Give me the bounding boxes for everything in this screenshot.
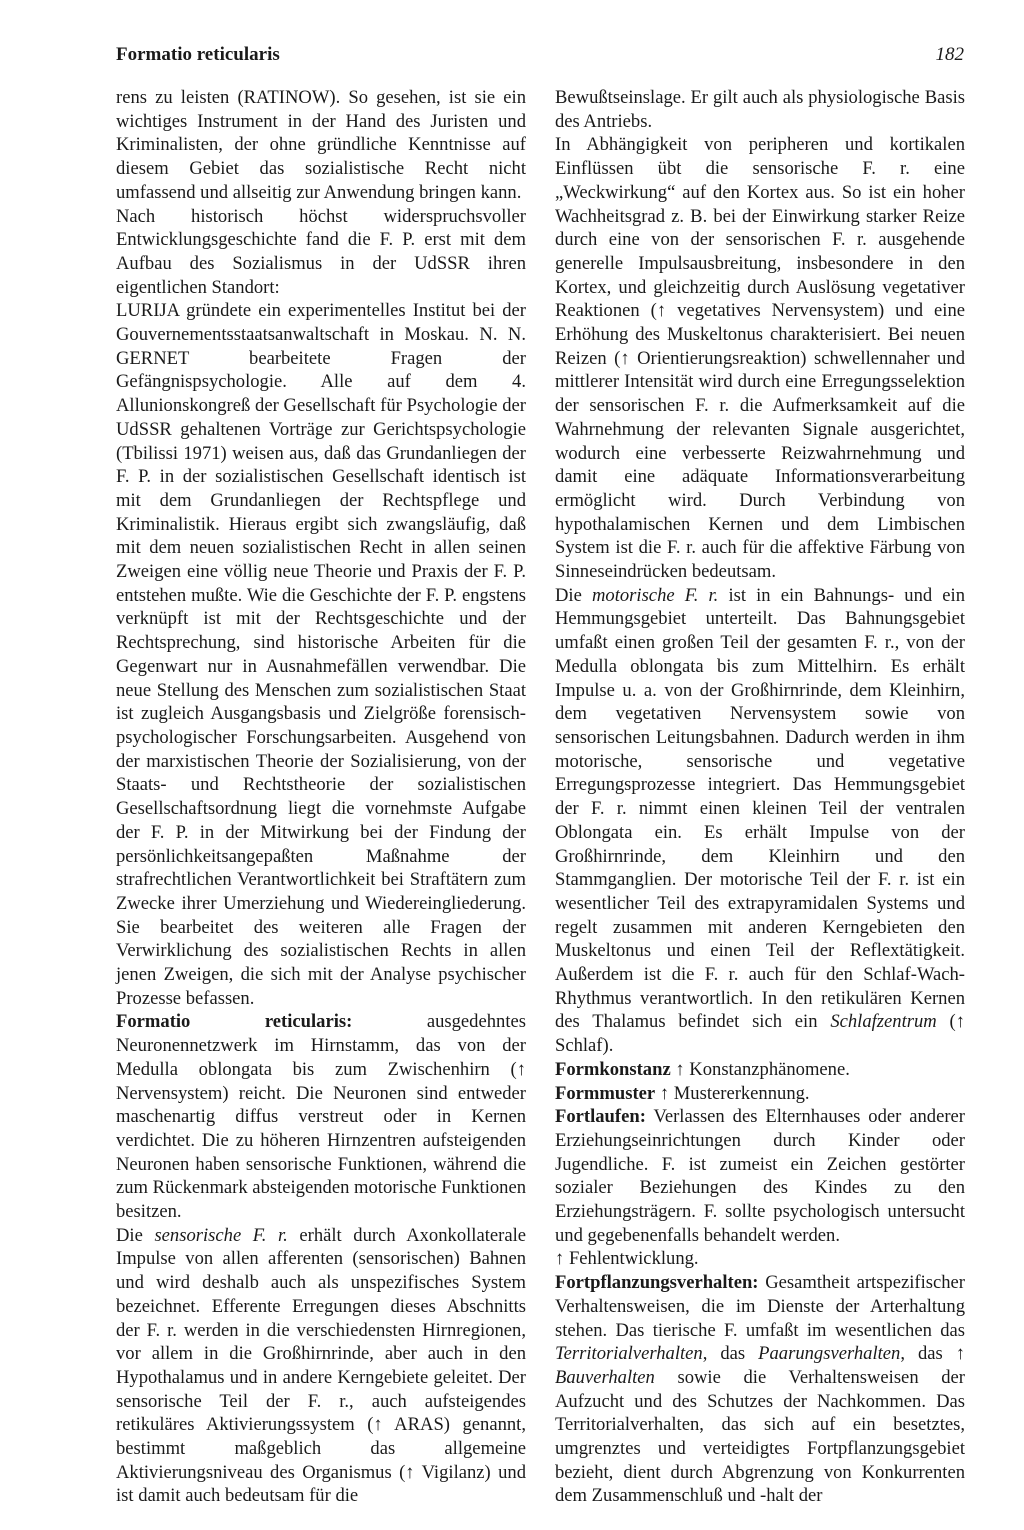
entry-definition: ausgedehntes Neuronennetzwerk im Hirnstamm, das von der Medulla oblongata bis zum Zwischenhirn (↑ Nervensystem) reicht. Die Neuronen sind entweder maschenartig diffus verstreut oder in Kernen verdichtet. Die zu höheren Hirnzentren aufsteigenden Neuronen haben sensorische Funktionen, während die zum Rückenmark absteigenden motorische Funktionen besitzen. [116, 1011, 526, 1223]
paragraph-weckwirkung [555, 133, 965, 583]
paragraph-text: Nach historisch höchst widerspruchsvoller Entwicklungsgeschichte fand die F. P. erst mit dem Aufbau des Sozialismus in der UdSSR ihren eigentlichen Standort: [116, 205, 526, 298]
entry-fortpflanzungsverhalten [555, 1271, 965, 1508]
paragraph-text: LURIJA gründete ein experimentelles Institut bei der Gouvernementsstaatsanwaltschaft in Moskau. N. N. GERNET bearbeitete Fragen der Gefängnispsychologie. Alle auf dem 4. Allunionskongreß der Gesellschaft für Psychologie der UdSSR gehaltenen Vorträge zur Gerichtspsychologie (Tbilissi 1971) weisen aus, daß das Grundanliegen der F. P. in der sozialistischen Gesellschaft identisch ist mit dem Grundanliegen der Rechtspflege und Kriminalistik. Hieraus ergibt sich zwangsläufig, daß mit dem neuen sozialistischen Recht in allen seinen Zweigen eine völlig neue Theorie und Praxis der F. P. entstehen mußte. Wie die Geschichte der F. P. engstens verknüpft ist mit der Rechtsgeschichte und der Rechtsprechung, sind historische Arbeiten für die Gegenwart nur in Ausnahmefällen verwendbar. Die neue Stellung des Menschen zum sozialistischen Staat ist zugleich Ausgangsbasis und Zielgröße forensisch-psychologischer Forschungsarbeiten. Ausgehend von der marxistischen Theorie der Sozialisierung, von der Staats- und Rechtstheorie der sozialistischen Gesellschaftsordnung liegt die vornehmste Aufgabe der F. P. in der Mitwirkung bei der Findung der persönlichkeitsangepaßten Maßnahme der strafrechtlichen Verantwortlichkeit bei Straftätern zum Zwecke ihrer Umerziehung und Wiedereingliederung. Sie bearbeitet des weiteren alle Fragen der Verwirklichung des sozialistischen Rechts in allen jenen Zweigen, die sich mit der Analyse psychischer Prozesse befassen. [116, 300, 526, 1009]
paragraph-sensorische [116, 1224, 526, 1508]
entry-definition: Gesamtheit artspezifischer Verhaltensweisen, die im Dienste der Arterhaltung stehen. Das tierische F. umfaßt im wesentlichen das [555, 1272, 965, 1341]
entry-headword: Formkonstanz [555, 1058, 671, 1080]
right-column [555, 86, 965, 1508]
paragraph-text: erhält durch Axonkollaterale Impulse von allen afferenten (sensorischen) Bahnen und wird deshalb auch als unspezifisches System bezeichnet. Efferente Erregungen dieses Abschnitts der F. r. werden in die verschiedensten Hirnregionen, vor allem in die Großhirnrinde, aber auch in den Hypothalamus und in andere Kerngebiete geleitet. Der sensorische Teil der F. r., auch aufsteigendes retikuläres Aktivierungssystem (↑ ARAS) genannt, bestimmt maßgeblich das allgemeine Aktivierungsniveau des Organismus (↑ Vigilanz) und ist damit auch bedeutsam für die [116, 1224, 526, 1507]
entry-fortlaufen [555, 1105, 965, 1247]
paragraph-text: rens zu leisten (RATINOW). So gesehen, ist sie ein wichtiges Instrument in der Hand des Juristen und Kriminalisten, der ohne gründliche Kenntnisse auf diesem Gebiet das sozialistische Recht nicht umfassend und allseitig zur Anwendung bringen kann. [116, 87, 526, 203]
paragraph-text: In Abhängigkeit von peripheren und kortikalen Einflüssen übt die sensorische F. r. eine „Weckwirkung“ auf den Kortex aus. So ist ein hoher Wachheitsgrad z. B. bei der Einwirkung starker Reize durch eine von der sensorischen F. r. ausgehende generelle Impulsausbreitung, insbesondere in den Kortex, und gleichzeitig durch Auslösung vegetativer Reaktionen (↑ vegetatives Nervensystem) und eine Erhöhung des Muskeltonus charakterisiert. Bei neuen Reizen (↑ Orientierungsreaktion) schwellennaher und mittlerer Intensität wird durch eine Erregungsselektion der sensorischen F. r. die Aufmerksamkeit auf die Wahrnehmung der relevanten Signale ausgerichtet, wodurch eine verbesserte Reizwahrnehmung und damit eine adäquate Informationsverarbeitung ermöglicht wird. Durch Verbindung von hypothalamischen Kernen und dem Limbischen System ist die F. r. auch für die affektive Färbung von Sinneseindrücken bedeutsam. [555, 134, 965, 583]
entry-definition: ↑ Konstanzphänomene. [670, 1058, 850, 1080]
paragraph-text: , das [702, 1343, 759, 1365]
paragraph-text: Die [555, 584, 592, 606]
entry-headword: Fortpflanzungsverhalten: [555, 1272, 759, 1294]
italic-term: motorische F. r. [591, 584, 719, 606]
paragraph-text: (↑ Schlaf). [555, 1011, 965, 1057]
cross-reference [555, 1247, 965, 1271]
entry-headword: Fortlaufen: [555, 1106, 646, 1128]
page-number: 182 [935, 44, 964, 65]
paragraph-motorische [555, 584, 965, 1058]
paragraph-text: Bewußtseinslage. Er gilt auch als physiologische Basis des Antriebs. [555, 87, 965, 132]
entry-formmuster [555, 1082, 965, 1106]
entry-formatio-reticularis [116, 1010, 526, 1223]
entry-formkonstanz [555, 1058, 965, 1082]
left-column [116, 86, 526, 1508]
entry-headword: Formatio reticularis: [116, 1011, 353, 1033]
paragraph-continuation [116, 86, 526, 205]
italic-term: Bauverhalten [555, 1366, 655, 1388]
cross-reference-text: ↑ Fehlentwicklung. [555, 1248, 699, 1270]
italic-term: Territorialverhalten [555, 1343, 703, 1365]
paragraph-continuation [555, 86, 965, 133]
italic-term: sensorische F. r. [154, 1224, 288, 1246]
paragraph-history [116, 205, 526, 300]
paragraph-text: Die [116, 1224, 155, 1246]
italic-term: Paarungsverhalten [758, 1343, 901, 1365]
entry-headword: Formmuster [555, 1082, 656, 1104]
entry-definition: ↑ Mustererkennung. [655, 1082, 810, 1104]
running-head-title: Formatio reticularis [116, 44, 280, 65]
italic-term: Schlafzentrum [830, 1011, 937, 1033]
paragraph-text: ist in ein Bahnungs- und ein Hemmungsgebiet unterteilt. Das Bahnungsgebiet umfaßt einen großen Teil der gesamten F. r., von der Medulla oblongata bis zum Mittelhirn. Es erhält Impulse u. a. von der Großhirnrinde, dem Kleinhirn, dem vegetativen Nervensystem sowie von sensorischen Leitungsbahnen. Dadurch werden in ihm motorische, sensorische und vegetative Erregungsprozesse integriert. Das Hemmungsgebiet der F. r. nimmt einen kleinen Teil der ventralen Oblongata ein. Es erhält Impulse von der Großhirnrinde, dem Kleinhirn und den Stammganglien. Der motorische Teil der F. r. ist ein wesentlicher Teil des extrapyramidalen Systems und regelt zusammen mit anderen Kerngebieten den Muskeltonus und einen Teil der Reflextätigkeit. Außerdem ist die F. r. auch für den Schlaf-Wach-Rhythmus verantwortlich. In den retikulären Kernen des Thalamus befindet sich ein [555, 584, 966, 1033]
entry-definition: Verlassen des Elternhauses oder anderer Erziehungseinrichtungen durch Kinder oder Jugendliche. F. ist zumeist ein Zeichen gestörter sozialer Beziehungen des Kindes zu den Erziehungsträgern. F. sollte psychologisch untersucht und gegebenenfalls behandelt werden. [555, 1106, 965, 1246]
paragraph-text: sowie die Verhaltensweisen der Aufzucht und des Schutzes der Nachkommen. Das Territorialverhalten, das sich auf ein besetztes, umgrenztes und verteidigtes Fortpflanzungsgebiet bezieht, dient durch Abgrenzung von Konkurrenten dem Zusammenschluß und -halt der [555, 1366, 965, 1507]
paragraph-text: , das ↑ [900, 1343, 966, 1365]
paragraph-lurija [116, 299, 526, 1010]
